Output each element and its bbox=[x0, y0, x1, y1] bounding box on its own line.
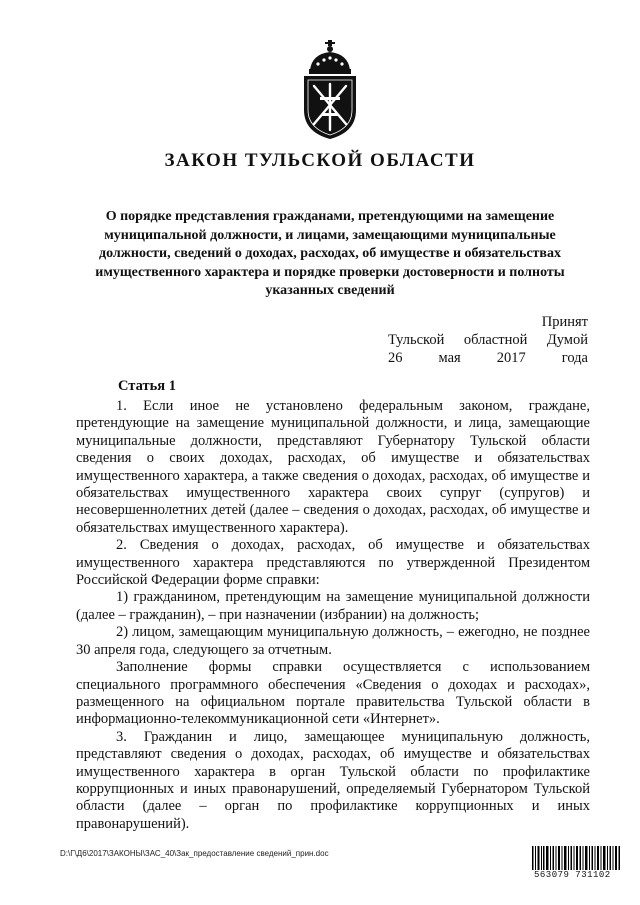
article-heading: Статья 1 bbox=[118, 378, 176, 394]
coat-of-arms-icon bbox=[298, 40, 362, 140]
barcode-number: 563079 731102 bbox=[534, 870, 611, 880]
paragraph: 1. Если иное не установлено федеральным законом, граждане, претендующие на замещение муниципальной должности, и лица, замещающие муниципальные должности, представляют Губернатору Тульской области сведения о своих доходах, расходах, об имуществе и обязательствах имущественного характера, а также сведения о доходах, расходах, об имуществе и обязательствах имущественного характера своих супруг (супругов) и несовершеннолетних детей (далее – сведения о доходах, расходах, об имуществе и обязательствах имущественного характера). bbox=[76, 398, 590, 536]
document-subtitle: О порядке представления гражданами, претендующими на замещение муниципальной должности, и лицами, замещающими муниципальные должности, сведений о доходах, расходах, об имуществе и обязательствах имущественного характера и порядке проверки достоверности и полноты указанных сведений bbox=[95, 209, 565, 298]
paragraph: Заполнение формы справки осуществляется с использованием специального программного обеспечения «Сведения о доходах и расходах», размещенного на официальном портале правительства Тульской области в информационно-телекоммуникационной сети «Интернет». bbox=[76, 659, 590, 728]
paragraph: 3. Гражданин и лицо, замещающее муниципальную должность, представляют сведения о доходах, расходах, об имуществе и обязательствах имущественного характера в орган Тульской области по профилактике коррупционных и иных правонарушений, определяемый Губернатором Тульской области (далее – орган по профилактике коррупционных и иных правонарушений). bbox=[76, 728, 590, 832]
paragraph: 1) гражданином, претендующим на замещение муниципальной должности (далее – гражданин), – при назначении (избрании) на должность; bbox=[76, 589, 590, 623]
file-path: D:\Г\Д6\2017\ЗАКОНЫ\ЗАС_40\Зак_предоставление сведений_прин.doc bbox=[60, 849, 329, 858]
adopted-by: Тульской областной Думой bbox=[388, 332, 588, 348]
paragraph: 2) лицом, замещающим муниципальную должность, – ежегодно, не позднее 30 апреля года, следующего за отчетным. bbox=[76, 624, 590, 658]
barcode bbox=[532, 846, 622, 870]
adopted-date: 26 мая 2017 года bbox=[388, 350, 588, 366]
document-title: ЗАКОН ТУЛЬСКОЙ ОБЛАСТИ bbox=[164, 150, 476, 171]
adoption-block bbox=[388, 313, 588, 367]
article-body bbox=[76, 398, 590, 833]
paragraph: 2. Сведения о доходах, расходах, об имуществе и обязательствах имущественного характера представляются по утвержденной Президентом Российской Федерации форме справки: bbox=[76, 537, 590, 589]
adopted-label: Принят bbox=[541, 314, 588, 330]
